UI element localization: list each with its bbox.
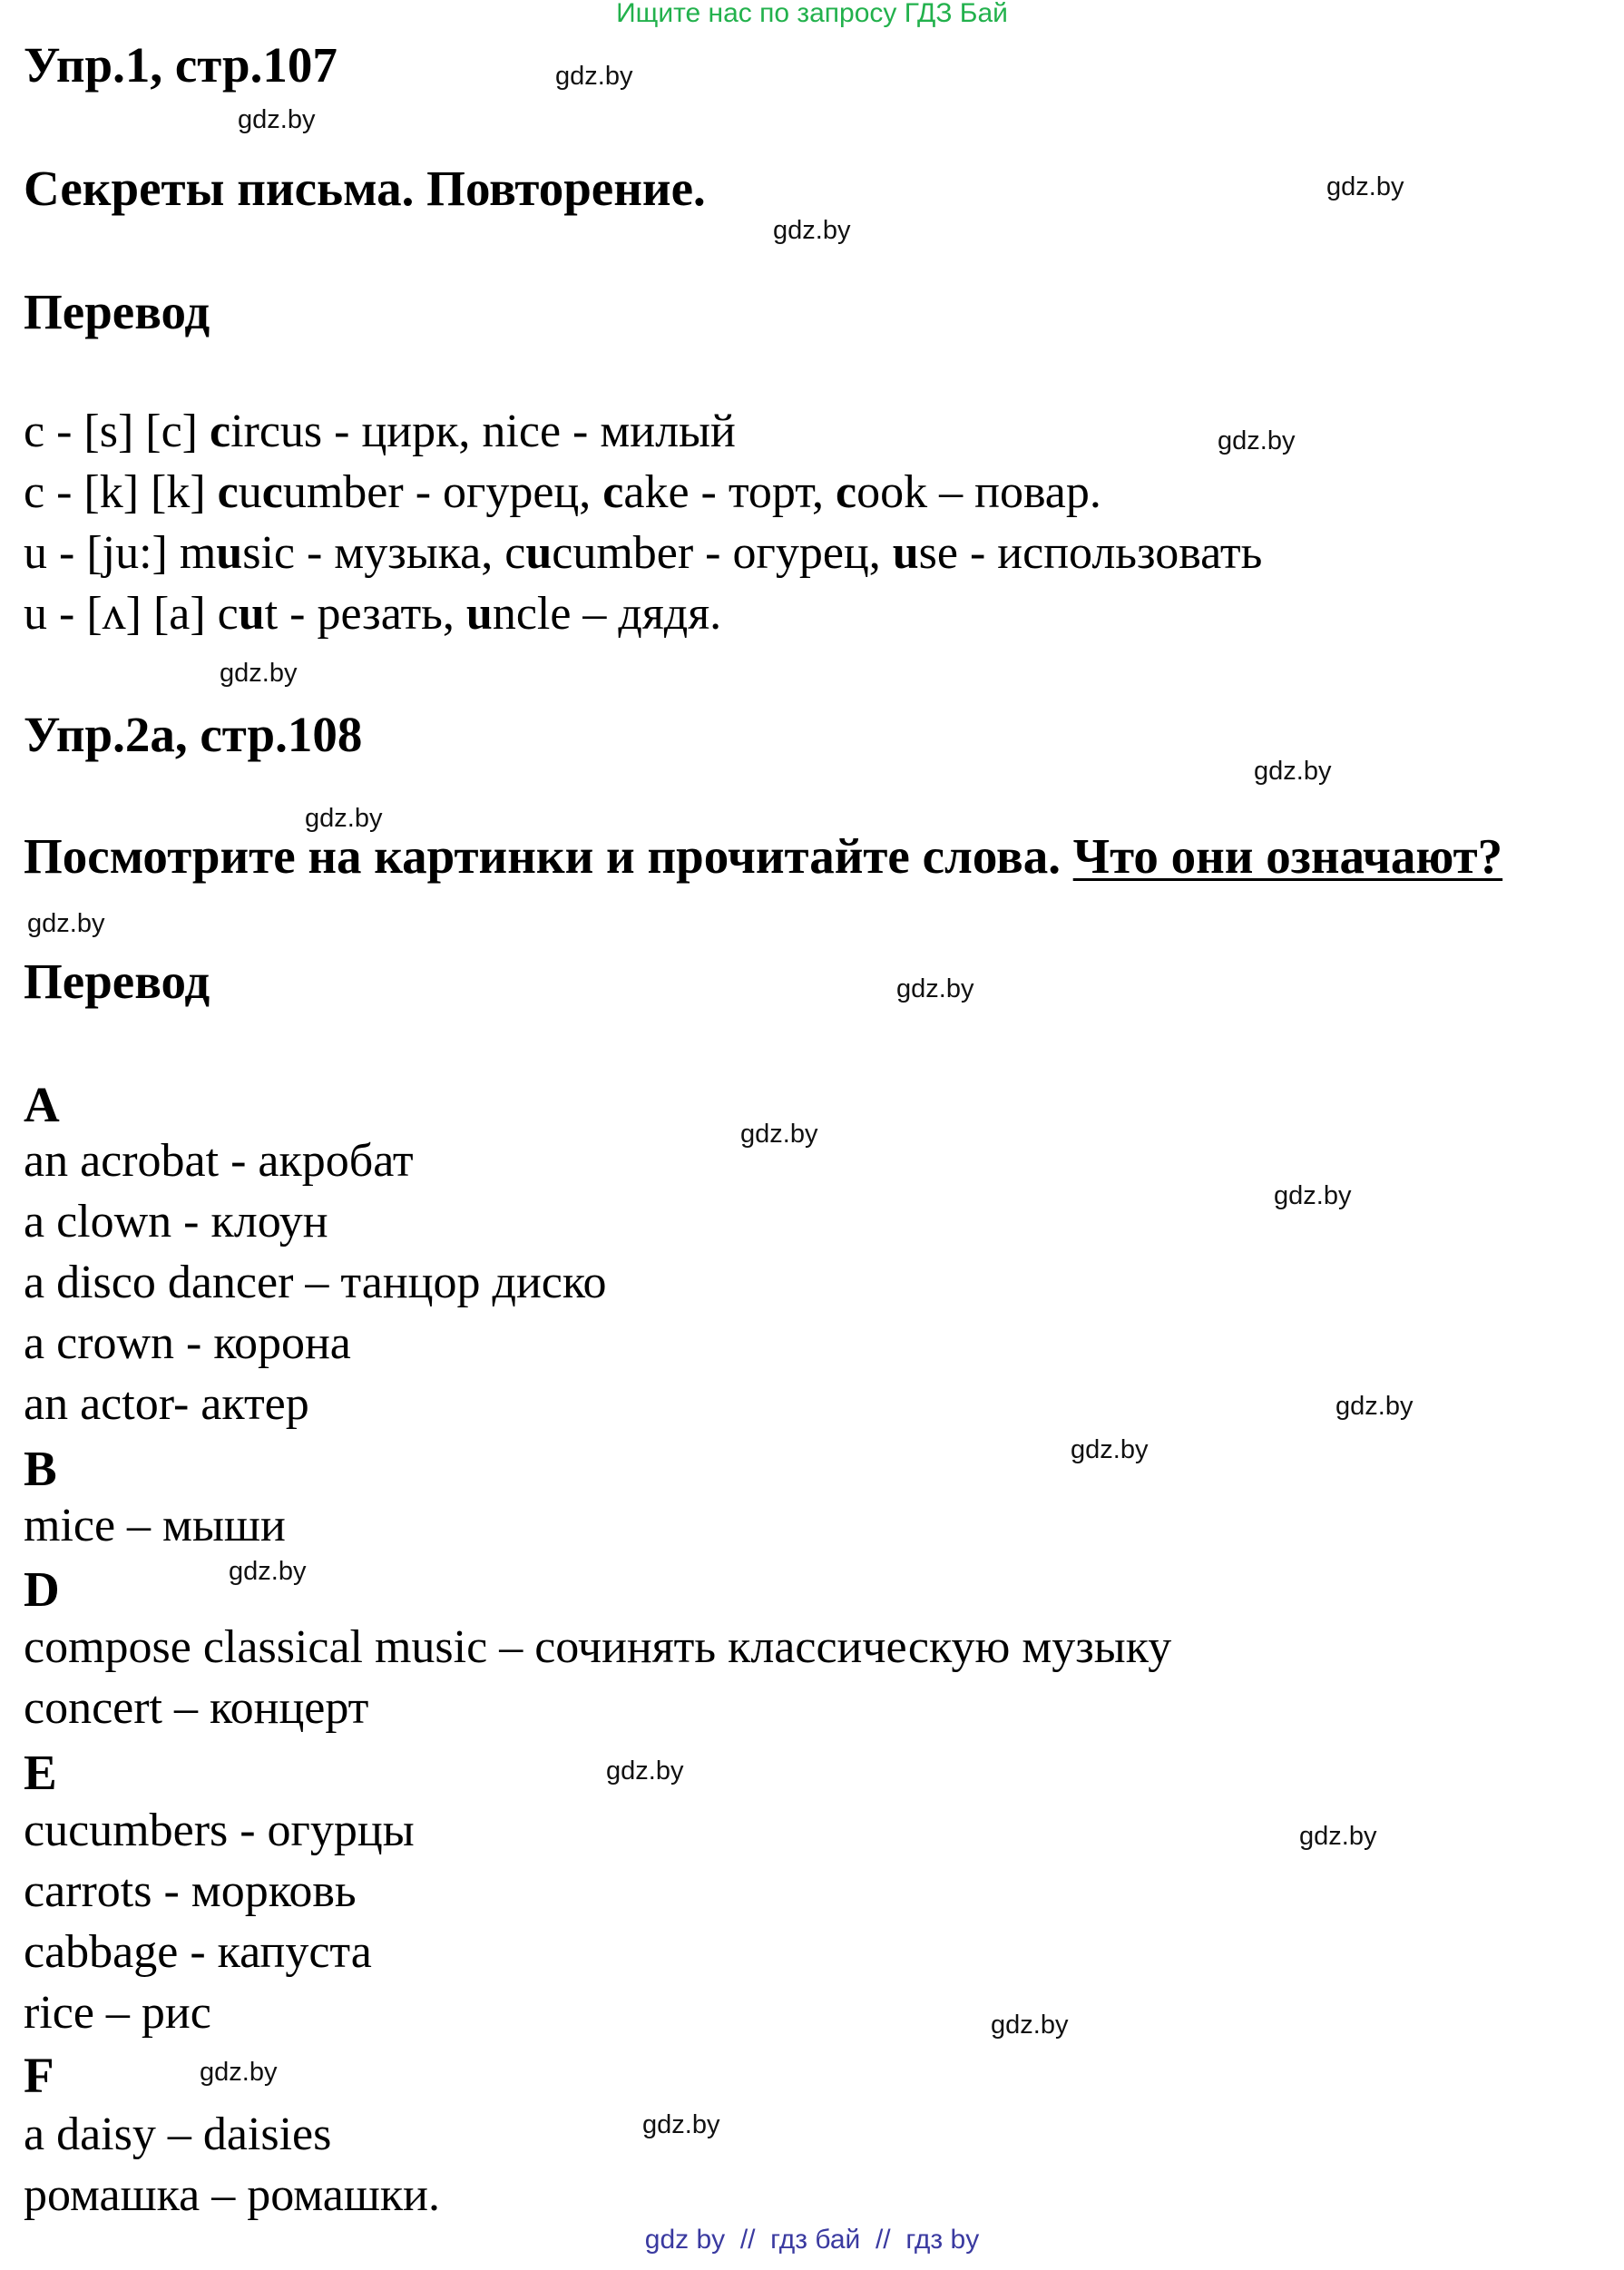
vocab-item: an actor- актер	[24, 1378, 309, 1430]
translation-label-1: Перевод	[24, 284, 210, 339]
vocab-item: concert – концерт	[24, 1682, 369, 1734]
watermark: gdz.by	[740, 1120, 818, 1149]
watermark: gdz.by	[238, 105, 316, 134]
watermark: gdz.by	[1071, 1435, 1149, 1464]
phonics-line-2: c - [k] [k] cucumber - огурец, cake - торт, cook – повар.	[24, 466, 1101, 518]
watermark: gdz.by	[1326, 172, 1404, 201]
footer-links: gdz by // гдз бай // гдз by	[644, 2225, 980, 2255]
group-letter-e: E	[24, 1745, 57, 1800]
exercise-2a-heading: Упр.2а, стр.108	[24, 707, 363, 762]
phonics-line-3: u - [ju:] music - музыка, cucumber - огурец, use - использовать	[24, 527, 1263, 579]
watermark: gdz.by	[896, 974, 974, 1003]
top-banner: Ищите нас по запросу ГДЗ Бай	[616, 0, 1008, 28]
translation-label-2: Перевод	[24, 954, 210, 1009]
watermark: gdz.by	[606, 1756, 684, 1786]
watermark: gdz.by	[1218, 426, 1296, 455]
watermark: gdz.by	[1254, 757, 1332, 786]
phonics-line-4: u - [ʌ] [a] cut - резать, uncle – дядя.	[24, 588, 722, 640]
watermark: gdz.by	[200, 2058, 278, 2087]
watermark: gdz.by	[1299, 1822, 1377, 1851]
vocab-item: a daisy – daisies	[24, 2109, 332, 2160]
vocab-item: ромашка – ромашки.	[24, 2169, 441, 2221]
exercise-1-heading: Упр.1, стр.107	[24, 37, 338, 93]
vocab-item: mice – мыши	[24, 1500, 286, 1551]
vocab-item: an acrobat - акробат	[24, 1135, 414, 1187]
group-letter-f: F	[24, 2048, 54, 2103]
group-letter-b: B	[24, 1441, 57, 1496]
vocab-item: a crown - корона	[24, 1317, 351, 1369]
exercise-2a-task: Посмотрите на картинки и прочитайте слова. Что они означают?	[24, 828, 1503, 884]
vocab-item: a clown - клоун	[24, 1196, 328, 1248]
vocab-item: carrots - морковь	[24, 1865, 357, 1917]
watermark: gdz.by	[555, 62, 633, 91]
watermark: gdz.by	[27, 909, 105, 938]
watermark: gdz.by	[220, 659, 298, 688]
task-question-underlined: Что они означают?	[1072, 828, 1503, 884]
watermark: gdz.by	[229, 1557, 307, 1586]
watermark: gdz.by	[1274, 1181, 1352, 1210]
vocab-item: cabbage - капуста	[24, 1926, 372, 1978]
group-letter-a: A	[24, 1077, 60, 1132]
vocab-item: a disco dancer – танцор диско	[24, 1257, 607, 1308]
vocab-item: cucumbers - огурцы	[24, 1805, 415, 1856]
watermark: gdz.by	[991, 2011, 1069, 2040]
vocab-item: rice – рис	[24, 1987, 211, 2039]
watermark: gdz.by	[305, 804, 383, 833]
group-letter-d: D	[24, 1561, 60, 1617]
exercise-1-title: Секреты письма. Повторение.	[24, 161, 706, 216]
watermark: gdz.by	[1335, 1392, 1414, 1421]
watermark: gdz.by	[773, 216, 851, 245]
watermark: gdz.by	[642, 2110, 720, 2139]
phonics-line-1: c - [s] [c] circus - цирк, nice - милый	[24, 406, 736, 457]
vocab-item: compose classical music – сочинять классическую музыку	[24, 1621, 1172, 1673]
